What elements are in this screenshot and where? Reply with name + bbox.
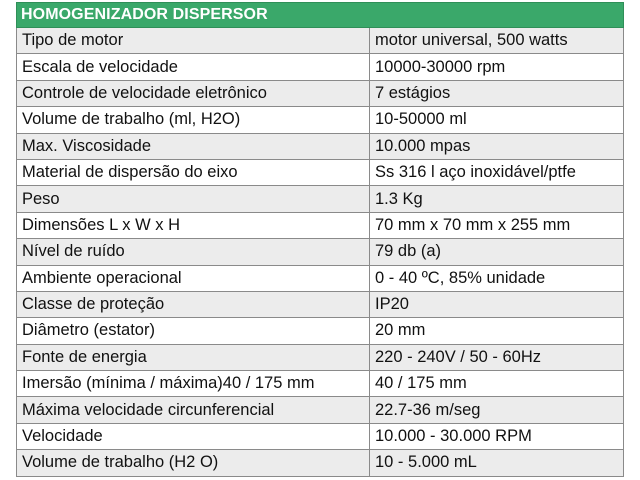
spec-label: Classe de proteção: [17, 291, 370, 317]
table-row: [17, 344, 624, 370]
spec-label: Volume de trabalho (ml, H2O): [17, 107, 370, 133]
spec-value: 40 / 175 mm: [370, 371, 624, 397]
table-body: [17, 28, 624, 477]
spec-label: Max. Viscosidade: [17, 133, 370, 159]
table-row: [17, 318, 624, 344]
spec-value: motor universal, 500 watts: [370, 28, 624, 54]
table-row: [17, 107, 624, 133]
table-row: [17, 186, 624, 212]
spec-table: [16, 2, 624, 477]
table-row: [17, 133, 624, 159]
table-row: [17, 265, 624, 291]
table-row: [17, 397, 624, 423]
spec-value: 22.7-36 m/seg: [370, 397, 624, 423]
table-row: [17, 212, 624, 238]
spec-value: 10.000 - 30.000 RPM: [370, 423, 624, 449]
spec-value: 70 mm x 70 mm x 255 mm: [370, 212, 624, 238]
spec-label: Nível de ruído: [17, 239, 370, 265]
spec-label: Fonte de energia: [17, 344, 370, 370]
spec-value: 0 - 40 ºC, 85% unidade: [370, 265, 624, 291]
spec-value: 20 mm: [370, 318, 624, 344]
table-row: [17, 159, 624, 185]
spec-label: Dimensões L x W x H: [17, 212, 370, 238]
table-row: [17, 239, 624, 265]
table-row: [17, 28, 624, 54]
spec-value: 10-50000 ml: [370, 107, 624, 133]
spec-value: 10 - 5.000 mL: [370, 450, 624, 476]
spec-label: Material de dispersão do eixo: [17, 159, 370, 185]
spec-value: 7 estágios: [370, 80, 624, 106]
spec-label: Volume de trabalho (H2 O): [17, 450, 370, 476]
spec-value: 220 - 240V / 50 - 60Hz: [370, 344, 624, 370]
spec-label: Peso: [17, 186, 370, 212]
spec-value: 10.000 mpas: [370, 133, 624, 159]
spec-label: Controle de velocidade eletrônico: [17, 80, 370, 106]
table-row: [17, 450, 624, 476]
table-title: HOMOGENIZADOR DISPERSOR: [17, 3, 624, 28]
spec-value: 79 db (a): [370, 239, 624, 265]
spec-value: Ss 316 l aço inoxidável/ptfe: [370, 159, 624, 185]
spec-label: Imersão (mínima / máxima)40 / 175 mm: [17, 371, 370, 397]
table-row: [17, 80, 624, 106]
table-header-row: [17, 3, 624, 28]
spec-value: 10000-30000 rpm: [370, 54, 624, 80]
spec-label: Máxima velocidade circunferencial: [17, 397, 370, 423]
spec-value: 1.3 Kg: [370, 186, 624, 212]
table-row: [17, 54, 624, 80]
table-row: [17, 371, 624, 397]
spec-label: Diâmetro (estator): [17, 318, 370, 344]
spec-label: Escala de velocidade: [17, 54, 370, 80]
spec-label: Tipo de motor: [17, 28, 370, 54]
spec-label: Velocidade: [17, 423, 370, 449]
spec-value: IP20: [370, 291, 624, 317]
spec-table-container: [16, 2, 623, 477]
table-row: [17, 291, 624, 317]
spec-label: Ambiente operacional: [17, 265, 370, 291]
table-row: [17, 423, 624, 449]
